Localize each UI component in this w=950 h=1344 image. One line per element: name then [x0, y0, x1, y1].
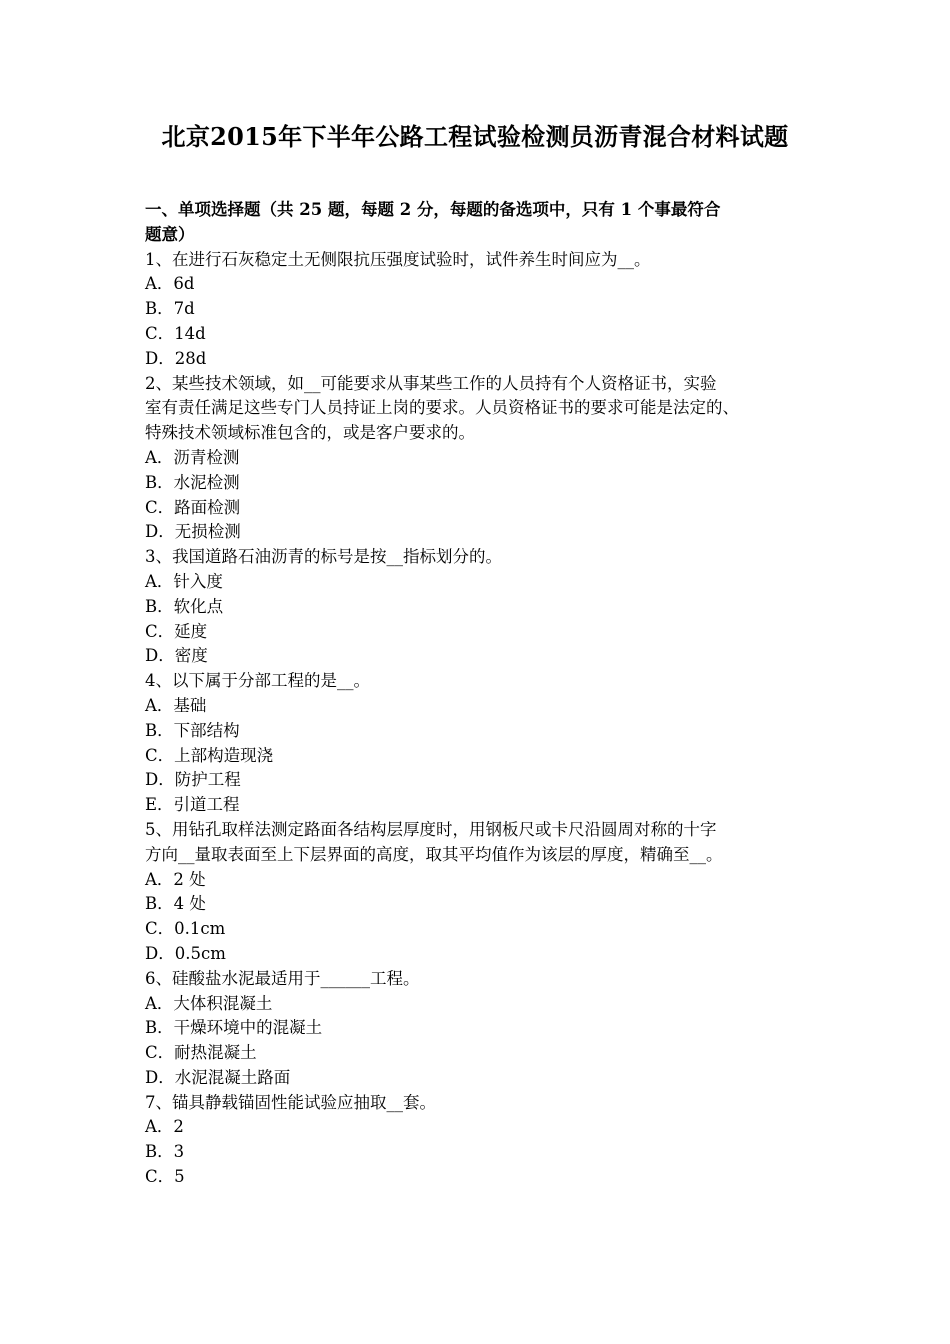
question-text: 方向__量取表面至上下层界面的高度，取其平均值作为该层的厚度，精确至__。 [145, 844, 723, 864]
option-c: C．路面检测 [145, 497, 241, 517]
option-a: A．2 [145, 1117, 184, 1137]
question-6 [145, 967, 815, 1091]
option-d: D．水泥混凝土路面 [145, 1067, 291, 1087]
question-text: 2、某些技术领域，如__可能要求从事某些工作的人员持有个人资格证书，实验 [145, 373, 717, 393]
document-body [145, 198, 815, 1190]
question-text: 7、锚具静载锚固性能试验应抽取__套。 [145, 1092, 436, 1112]
option-a: A．大体积混凝土 [145, 993, 273, 1013]
option-a: A．2 处 [145, 869, 206, 889]
option-d: D．28d [145, 348, 207, 368]
question-3 [145, 545, 815, 669]
question-text: 6、硅酸盐水泥最适用于______工程。 [145, 968, 420, 988]
question-1 [145, 248, 815, 372]
option-c: C．耐热混凝土 [145, 1043, 257, 1063]
question-text: 1、在进行石灰稳定土无侧限抗压强度试验时，试件养生时间应为__。 [145, 249, 651, 269]
question-4 [145, 669, 815, 818]
question-text: 特殊技术领域标准包含的，或是客户要求的。 [145, 423, 475, 443]
section-heading-line-1: 一、单项选择题（共 25 题，每题 2 分，每题的备选项中，只有 1 个事最符合 [145, 200, 721, 219]
question-text: 3、我国道路石油沥青的标号是按__指标划分的。 [145, 547, 502, 567]
option-b: B．7d [145, 299, 195, 319]
option-b: B．软化点 [145, 596, 224, 616]
question-text: 室有责任满足这些专门人员持证上岗的要求。人员资格证书的要求可能是法定的、 [145, 398, 739, 418]
option-c: C．5 [145, 1167, 185, 1187]
option-c: C．14d [145, 323, 206, 343]
option-a: A．基础 [145, 695, 207, 715]
option-d: D．0.5cm [145, 943, 226, 963]
option-d: D．无损检测 [145, 522, 241, 542]
option-c: C．上部构造现浇 [145, 745, 274, 765]
option-b: B．干燥环境中的混凝土 [145, 1018, 323, 1038]
option-a: A．6d [145, 274, 195, 294]
option-c: C．0.1cm [145, 919, 226, 939]
option-b: B．下部结构 [145, 720, 240, 740]
question-text: 5、用钻孔取样法测定路面各结构层厚度时，用钢板尺或卡尺沿圆周对称的十字 [145, 819, 717, 839]
option-e: E．引道工程 [145, 795, 240, 815]
option-d: D．密度 [145, 646, 208, 666]
question-5 [145, 818, 815, 967]
option-b: B．3 [145, 1142, 185, 1162]
option-b: B．水泥检测 [145, 472, 240, 492]
option-c: C．延度 [145, 621, 208, 641]
question-text: 4、以下属于分部工程的是__。 [145, 671, 370, 691]
option-a: A．针入度 [145, 571, 223, 591]
option-b: B．4 处 [145, 894, 206, 914]
option-d: D．防护工程 [145, 770, 241, 790]
section-heading-line-2: 题意） [145, 224, 195, 244]
question-7 [145, 1091, 815, 1190]
question-2 [145, 372, 815, 546]
document-title: 北京2015年下半年公路工程试验检测员沥青混合材料试题 [161, 122, 789, 151]
option-a: A．沥青检测 [145, 447, 240, 467]
